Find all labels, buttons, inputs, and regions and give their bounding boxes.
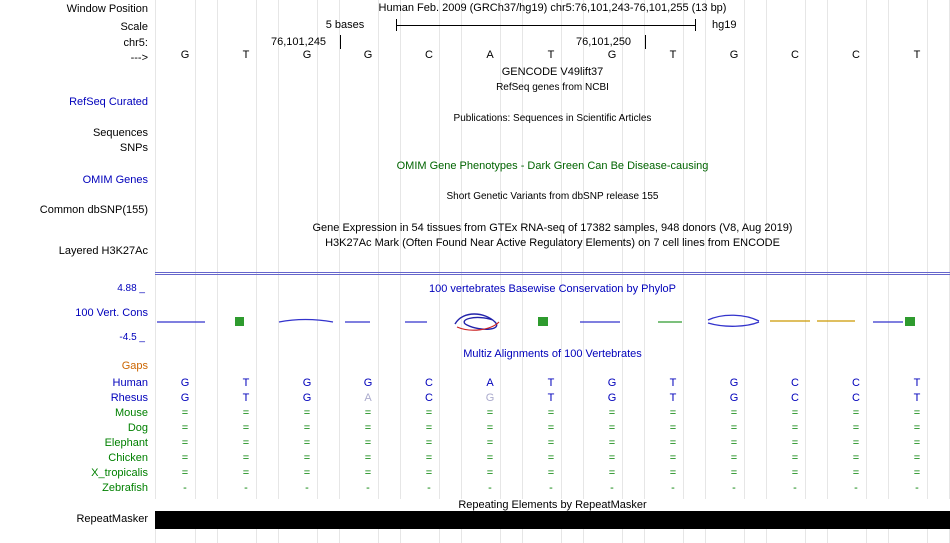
- ruler-base: T: [669, 49, 677, 61]
- ruler-base: G: [363, 49, 373, 61]
- align-gap-mark: =: [242, 422, 250, 434]
- align-base: G: [607, 392, 617, 404]
- assembly-short-name: hg19: [712, 19, 737, 31]
- align-base: G: [729, 392, 739, 404]
- align-gap-mark: =: [547, 467, 555, 479]
- align-gap-mark: =: [913, 467, 921, 479]
- align-base: G: [302, 392, 312, 404]
- align-gap-mark: =: [486, 422, 494, 434]
- track-subtitle-refseq[interactable]: RefSeq genes from NCBI: [496, 82, 609, 93]
- align-base-mismatch: G: [485, 392, 495, 404]
- align-gap-mark: =: [730, 407, 738, 419]
- align-dash-mark: -: [427, 482, 431, 494]
- align-species-label-human[interactable]: Human: [112, 377, 148, 389]
- align-gap-mark: =: [608, 452, 616, 464]
- align-gap-mark: =: [730, 452, 738, 464]
- align-gap-mark: =: [547, 407, 555, 419]
- align-gap-mark: =: [425, 407, 433, 419]
- align-base: T: [669, 377, 677, 389]
- align-base: C: [852, 392, 860, 404]
- align-dash-mark: -: [488, 482, 492, 494]
- align-gap-mark: =: [486, 452, 494, 464]
- align-gap-mark: =: [730, 467, 738, 479]
- align-base: T: [242, 392, 250, 404]
- ruler-base: G: [180, 49, 190, 61]
- align-gap-mark: =: [303, 407, 311, 419]
- align-species-label-chicken[interactable]: Chicken: [108, 452, 148, 464]
- track-title-omim[interactable]: OMIM Gene Phenotypes - Dark Green Can Be Disease-causing: [396, 160, 709, 172]
- align-species-label-dog[interactable]: Dog: [127, 422, 148, 434]
- ruler-base: G: [729, 49, 739, 61]
- align-base: T: [913, 392, 921, 404]
- track-title-gencode[interactable]: GENCODE V49lift37: [501, 66, 604, 78]
- align-gap-mark: =: [791, 467, 799, 479]
- strand-arrow-label: --->: [130, 52, 148, 64]
- align-gap-mark: =: [913, 452, 921, 464]
- align-gap-mark: =: [730, 437, 738, 449]
- ruler-base: G: [607, 49, 617, 61]
- align-gap-mark: =: [486, 437, 494, 449]
- ruler-base: T: [242, 49, 250, 61]
- align-base: G: [302, 377, 312, 389]
- align-gap-mark: =: [791, 422, 799, 434]
- align-gap-mark: =: [669, 467, 677, 479]
- align-dash-mark: -: [671, 482, 675, 494]
- align-gap-mark: =: [303, 437, 311, 449]
- align-gap-mark: =: [669, 422, 677, 434]
- align-dash-mark: -: [366, 482, 370, 494]
- track-title-dbsnp[interactable]: Short Genetic Variants from dbSNP release 155: [446, 191, 659, 202]
- align-species-label-mouse[interactable]: Mouse: [114, 407, 148, 419]
- track-title-multiz[interactable]: Multiz Alignments of 100 Vertebrates: [463, 348, 642, 360]
- align-gap-mark: =: [547, 422, 555, 434]
- align-gap-mark: =: [181, 437, 189, 449]
- ruler-base: T: [547, 49, 555, 61]
- align-dash-mark: -: [915, 482, 919, 494]
- align-dash-mark: -: [183, 482, 187, 494]
- align-base: G: [363, 377, 373, 389]
- scale-bar-tick-left: [396, 19, 397, 31]
- align-base: C: [425, 377, 433, 389]
- align-dash-mark: -: [732, 482, 736, 494]
- align-gap-mark: =: [547, 437, 555, 449]
- track-label-refseq-curated[interactable]: RefSeq Curated: [69, 96, 148, 108]
- align-base: T: [669, 392, 677, 404]
- conservation-track-top-rule: [155, 272, 950, 273]
- align-base: T: [913, 377, 921, 389]
- track-label-column: [0, 0, 155, 543]
- align-gap-mark: =: [486, 407, 494, 419]
- repeatmasker-bar[interactable]: [155, 511, 950, 529]
- align-species-label-elephant[interactable]: Elephant: [104, 437, 148, 449]
- chrom-label: chr5:: [123, 37, 148, 49]
- align-gap-mark: =: [608, 437, 616, 449]
- align-gap-mark: =: [791, 407, 799, 419]
- align-base: T: [547, 377, 555, 389]
- align-gap-mark: =: [608, 407, 616, 419]
- align-gap-mark: =: [547, 452, 555, 464]
- cons-axis-max-label: 4.88 _: [117, 283, 145, 294]
- window-position-label: Window Position: [66, 3, 148, 15]
- align-base: G: [607, 377, 617, 389]
- align-dash-mark: -: [610, 482, 614, 494]
- ruler-base: C: [425, 49, 433, 61]
- align-gap-mark: =: [181, 422, 189, 434]
- align-gap-mark: =: [242, 452, 250, 464]
- align-base: C: [791, 377, 799, 389]
- align-gap-mark: =: [364, 407, 372, 419]
- align-dash-mark: -: [305, 482, 309, 494]
- align-gap-mark: =: [669, 407, 677, 419]
- align-gap-mark: =: [730, 422, 738, 434]
- assembly-position-text: Human Feb. 2009 (GRCh37/hg19) chr5:76,101,243-76,101,255 (13 bp): [378, 2, 727, 14]
- align-gap-mark: =: [364, 422, 372, 434]
- align-gap-mark: =: [303, 467, 311, 479]
- align-base: G: [180, 377, 190, 389]
- conservation-svg: [155, 300, 950, 345]
- align-gap-mark: =: [425, 422, 433, 434]
- align-gap-mark: =: [852, 467, 860, 479]
- align-gap-mark: =: [425, 467, 433, 479]
- scale-bar-text: 5 bases: [325, 19, 365, 31]
- coordinate-tick-left: [340, 35, 341, 49]
- align-base-mismatch: A: [364, 392, 372, 404]
- align-gap-mark: =: [242, 467, 250, 479]
- align-species-label-x-tropicalis[interactable]: X_tropicalis: [91, 467, 148, 479]
- align-gap-mark: =: [242, 437, 250, 449]
- align-species-label-zebrafish[interactable]: Zebrafish: [102, 482, 148, 494]
- cons-axis-min-label: -4.5 _: [119, 332, 145, 343]
- align-gap-mark: =: [852, 422, 860, 434]
- align-gap-mark: =: [608, 422, 616, 434]
- align-gap-mark: =: [852, 437, 860, 449]
- track-title-sequences[interactable]: Publications: Sequences in Scientific Articles: [453, 113, 652, 124]
- align-gap-mark: =: [425, 437, 433, 449]
- conservation-plot[interactable]: [155, 300, 950, 345]
- track-title-gtex[interactable]: Gene Expression in 54 tissues from GTEx RNA-seq of 17382 samples, 948 donors (V8, Aug 2019): [312, 222, 793, 234]
- coordinate-tick-right: [645, 35, 646, 49]
- track-label-layered-h3k27ac[interactable]: Layered H3K27Ac: [58, 245, 148, 257]
- align-base: G: [729, 377, 739, 389]
- align-base: G: [180, 392, 190, 404]
- align-gap-mark: =: [181, 452, 189, 464]
- align-gap-mark: =: [852, 452, 860, 464]
- align-gap-mark: =: [913, 437, 921, 449]
- coordinate-label-left: 76,101,245: [271, 36, 327, 48]
- align-gap-mark: =: [181, 407, 189, 419]
- track-title-repeatmasker[interactable]: Repeating Elements by RepeatMasker: [155, 499, 950, 511]
- align-gap-mark: =: [669, 452, 677, 464]
- track-label-common-dbsnp[interactable]: Common dbSNP(155): [39, 204, 148, 216]
- ruler-base: G: [302, 49, 312, 61]
- align-gap-mark: =: [364, 452, 372, 464]
- align-base: A: [486, 377, 494, 389]
- align-gap-mark: =: [364, 437, 372, 449]
- align-gap-mark: =: [791, 437, 799, 449]
- align-gap-mark: =: [486, 467, 494, 479]
- align-dash-mark: -: [793, 482, 797, 494]
- align-dash-mark: -: [244, 482, 248, 494]
- align-gap-mark: =: [913, 422, 921, 434]
- track-label-gaps[interactable]: Gaps: [121, 360, 148, 372]
- track-label-snps[interactable]: SNPs: [119, 142, 148, 154]
- align-base: T: [547, 392, 555, 404]
- conservation-track-top-rule-2: [155, 274, 950, 275]
- track-label-100-vert-cons[interactable]: 100 Vert. Cons: [75, 307, 148, 319]
- track-label-repeatmasker[interactable]: RepeatMasker: [76, 513, 148, 525]
- align-gap-mark: =: [852, 407, 860, 419]
- ruler-base: C: [791, 49, 799, 61]
- align-species-label-rhesus[interactable]: Rhesus: [110, 392, 148, 404]
- ruler-base: T: [913, 49, 921, 61]
- scale-bar-tick-right: [695, 19, 696, 31]
- ruler-base: A: [486, 49, 494, 61]
- align-gap-mark: =: [608, 467, 616, 479]
- scale-label: Scale: [120, 21, 148, 33]
- align-gap-mark: =: [669, 437, 677, 449]
- align-base: C: [852, 377, 860, 389]
- align-gap-mark: =: [181, 467, 189, 479]
- ruler-base: C: [852, 49, 860, 61]
- align-base: C: [425, 392, 433, 404]
- track-title-phylop[interactable]: 100 vertebrates Basewise Conservation by PhyloP: [428, 283, 677, 295]
- align-dash-mark: -: [549, 482, 553, 494]
- align-gap-mark: =: [242, 407, 250, 419]
- track-title-h3k27ac[interactable]: H3K27Ac Mark (Often Found Near Active Regulatory Elements) on 7 cell lines from ENCODE: [325, 237, 780, 249]
- align-base: C: [791, 392, 799, 404]
- align-gap-mark: =: [364, 467, 372, 479]
- align-dash-mark: -: [854, 482, 858, 494]
- coordinate-label-right: 76,101,250: [576, 36, 632, 48]
- align-gap-mark: =: [425, 452, 433, 464]
- align-gap-mark: =: [913, 407, 921, 419]
- scale-bar-line: [396, 25, 696, 26]
- align-gap-mark: =: [303, 422, 311, 434]
- align-base: T: [242, 377, 250, 389]
- track-label-omim-genes[interactable]: OMIM Genes: [82, 174, 148, 186]
- align-gap-mark: =: [791, 452, 799, 464]
- align-gap-mark: =: [303, 452, 311, 464]
- track-label-sequences[interactable]: Sequences: [92, 127, 148, 139]
